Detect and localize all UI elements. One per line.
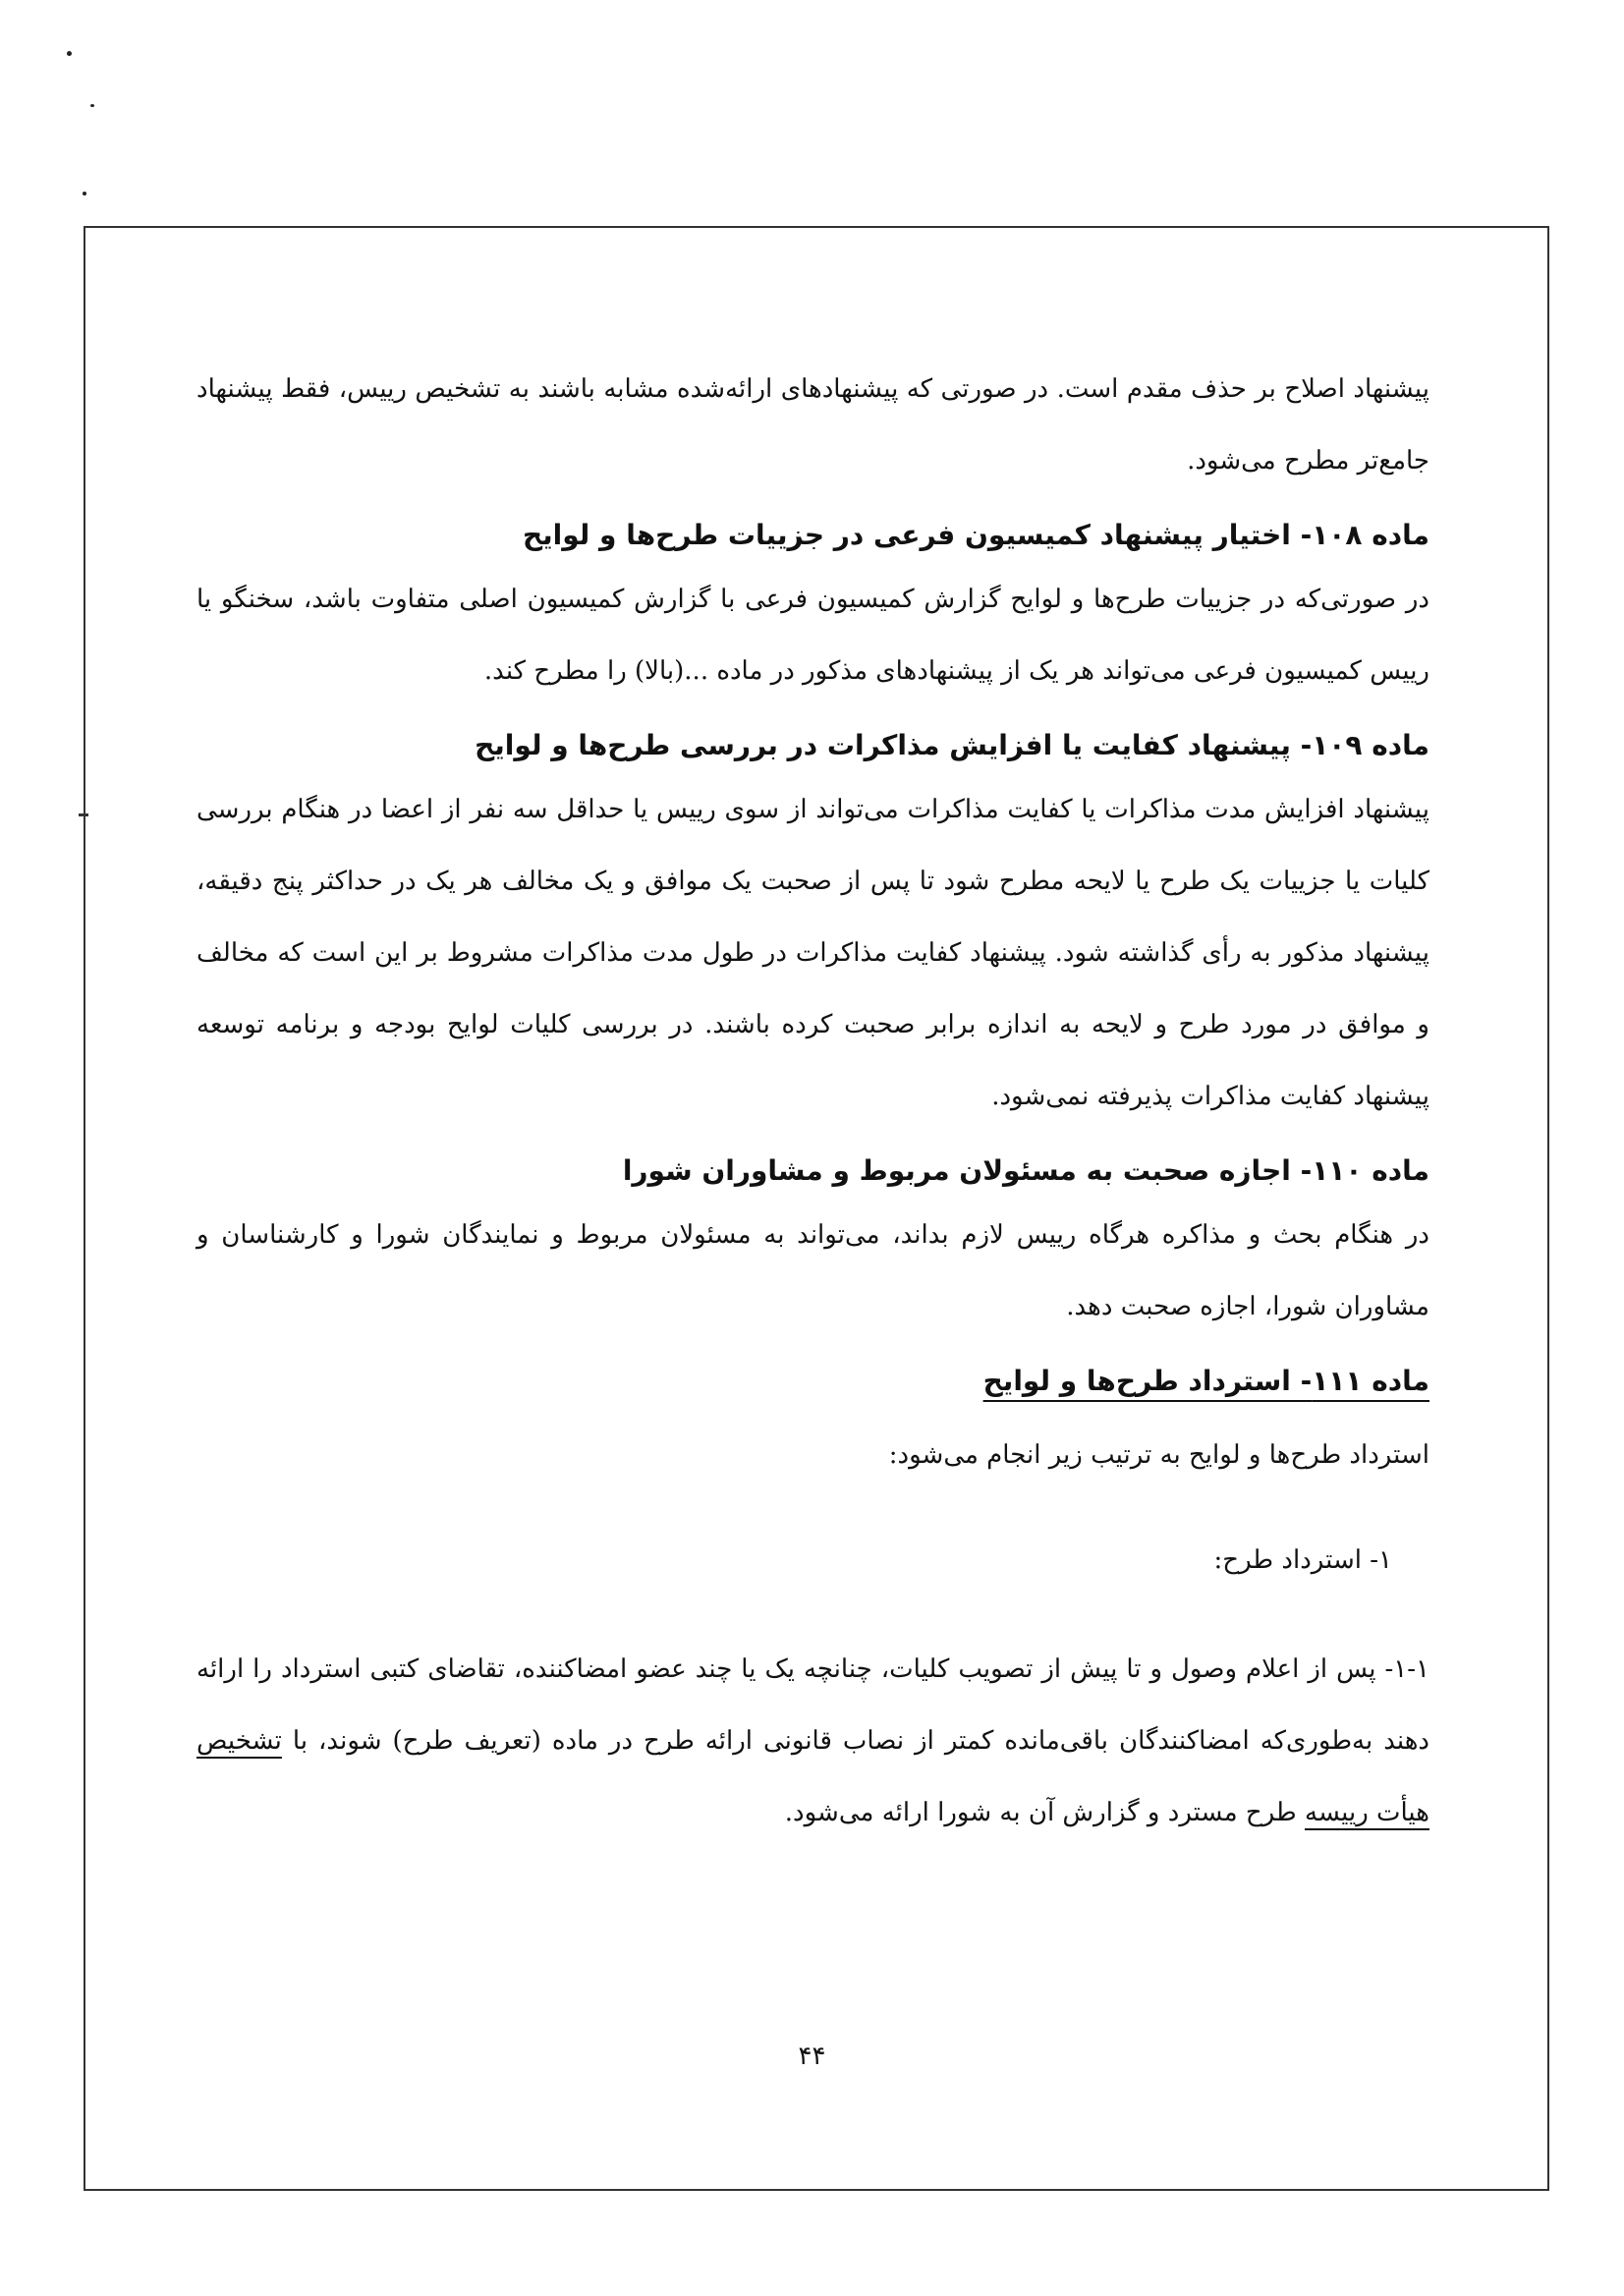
article-109-heading: ماده ۱۰۹- پیشنهاد کفایت یا افزایش مذاکرات در بررسی طرح‌ها و لوایح xyxy=(475,729,1429,761)
article-110-heading: ماده ۱۱۰- اجازه صحبت به مسئولان مربوط و مشاوران شورا xyxy=(622,1154,1429,1187)
article-111-item-1: ۱- استرداد طرح: xyxy=(1213,1545,1392,1575)
border-tick xyxy=(79,813,88,816)
scan-speck xyxy=(90,104,94,107)
document-body xyxy=(196,354,1429,1849)
item-1-1-underlined-phrase: تشخیص هیأت رییسه xyxy=(196,1726,1429,1827)
article-111-item-1-1 xyxy=(196,1634,1429,1849)
item-1-1-text-start: ۱-۱- پس از اعلام وصول و تا پیش از تصویب کلیات، چنانچه یک یا چند عضو امضاکننده، تقاضای کتبی استرداد را ارائه دهند به‌طوری‌که امضاکنندگان باقی‌مانده کمتر از نصاب قانونی ارائه طرح در ماده (تعریف طرح) شوند، با xyxy=(196,1654,1429,1756)
article-110-text: در هنگام بحث و مذاکره هرگاه رییس لازم بداند، می‌تواند به مسئولان مربوط و نمایندگان شورا و کارشناسان و مشاوران شورا، اجازه صحبت دهد. xyxy=(196,1220,1429,1321)
scan-speck xyxy=(67,51,72,56)
scan-speck xyxy=(83,192,86,196)
item-1-1-text-end: طرح مسترد و گزارش آن به شورا ارائه می‌شود. xyxy=(784,1798,1305,1827)
article-108-heading: ماده ۱۰۸- اختیار پیشنهاد کمیسیون فرعی در جزییات طرح‌ها و لوایح xyxy=(522,519,1429,551)
article-111-intro: استرداد طرح‌ها و لوایح به ترتیب زیر انجام می‌شود: xyxy=(888,1440,1429,1470)
article-111-heading: ماده ۱۱۱- استرداد طرح‌ها و لوایح xyxy=(982,1365,1429,1397)
paragraph-continued: پیشنهاد اصلاح بر حذف مقدم است. در صورتی که پیشنهادهای ارائه‌شده مشابه باشند به تشخیص رییس، فقط پیشنهاد جامع‌تر مطرح می‌شود. xyxy=(196,374,1429,476)
article-109-text: پیشنهاد افزایش مدت مذاکرات یا کفایت مذاکرات می‌تواند از سوی رییس یا حداقل سه نفر از اعضا در هنگام بررسی کلیات یا جزییات یک طرح یا لایحه مطرح شود تا پس از صحبت یک موافق و یک مخالف هر یک در حداکثر پنج دقیقه، پیشنهاد مذکور به رأی گذاشته شود. پیشنهاد کفایت مذاکرات در طول مدت مذاکرات مشروط بر این است که مخالف و موافق در مورد طرح و لایحه به اندازه برابر صحبت کرده باشند. در بررسی کلیات لوایح بودجه و برنامه توسعه پیشنهاد کفایت مذاکرات پذیرفته نمی‌شود. xyxy=(196,795,1429,1111)
page-number: ۴۴ xyxy=(798,2042,826,2071)
article-108-text: در صورتی‌که در جزییات طرح‌ها و لوایح گزارش کمیسیون فرعی با گزارش کمیسیون اصلی متفاوت باشد، سخنگو یا رییس کمیسیون فرعی می‌تواند هر یک از پیشنهادهای مذکور در ماده ...(بالا) را مطرح کند. xyxy=(196,585,1429,686)
